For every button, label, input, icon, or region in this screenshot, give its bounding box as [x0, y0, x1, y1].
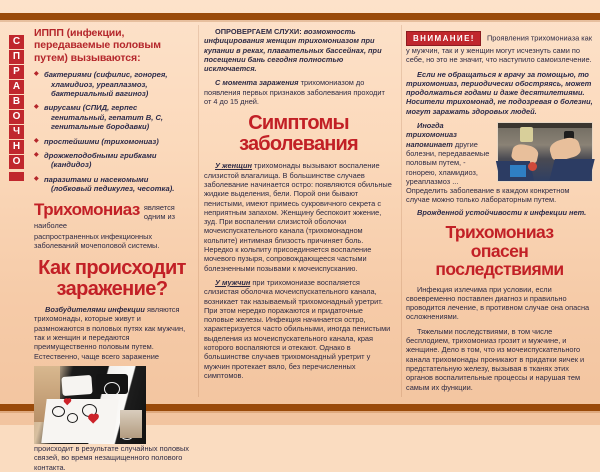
women-symptoms-paragraph — [204, 161, 393, 273]
bullet-main-text: простейшими (трихомониаз) — [44, 136, 159, 146]
resemble-label: Иногда трихомониаз напоминает — [406, 121, 457, 149]
incubation-paragraph — [204, 78, 393, 106]
symptoms-section-title: Симптомы заболевания — [239, 112, 358, 156]
middle-column — [198, 23, 401, 403]
incubation-text: трихомониазом до появления первых признаков заболевания проходит от 4 до 15 дней. — [204, 78, 385, 107]
women-symptoms-text: трихомонады вызывают воспаление слизистой влагалища. В большинстве случаев заболевание начинается остро: появляются обильные жидкие выделения, бели. Порой они бывают пенистыми, имеют примесь сукровичного секрета с неприятным запахом. Женщину беспокоит жжение, зуд. При воспалении слизистой оболочки мочеиспускательного канала (трихомонадном кольпите) интимная близость причиняет боль. Нередко к кольпиту присоединяется воспаление мочевого пузыря, сопровождающееся частыми болезненными позывами к мочеиспусканию. — [204, 161, 392, 273]
trichomoniasis-lead-word: Трихомониаз — [34, 199, 140, 219]
incubation-label: С момента заражения — [215, 78, 299, 88]
trichomoniasis-lead — [34, 201, 190, 231]
list-item — [34, 175, 190, 194]
men-symptoms-label: У мужчин — [215, 277, 251, 287]
side-tab-letter: А — [9, 80, 24, 94]
bullet-sub-text: (кандидоз) — [51, 160, 92, 170]
men-symptoms-paragraph — [204, 278, 393, 380]
attention-text: Проявления трихомониаза как у мужчин, так и у женщин могут исчезнуть сами по себе, но это не значит, что наступило самоизлечение. — [406, 33, 592, 65]
top-divider-rule — [0, 13, 600, 20]
consequences-paragraph-2: Тяжелыми последствиями, в том числе бесплодием, трихомониаз грозит и мужчине, и женщине. Дело в том, что из мочеиспускательного канала трихомонады проникают в придатки яичек и предстательную железу, вызывая в тканях этих органов воспалительные процессы и нарушая тем самым их функции. — [406, 326, 585, 392]
women-symptoms-label: У женщин — [215, 161, 252, 171]
bed-photo — [34, 366, 146, 444]
side-tab-letter: О — [9, 155, 24, 169]
bullet-main-text: дрожжеподобными грибками — [44, 151, 157, 161]
columns-container — [0, 23, 600, 472]
bullet-sub-text: генитальный, гепатит B, C, генитальные бородавки) — [51, 112, 164, 132]
lab-coat-sleeve-right — [549, 159, 594, 181]
infection-photo-block — [34, 364, 190, 472]
ippp-bullet-list — [34, 70, 190, 193]
attention-badge: ВНИМАНИЕ! — [406, 31, 481, 46]
trichomoniasis-lead-body: распространенных инфекционных заболеваний мочеполовой системы. — [34, 231, 160, 250]
bullet-sub-text: (лобковый педикулез, чесотка). — [51, 184, 175, 194]
lab-shelf-shape — [498, 123, 592, 128]
trichomoniasis-lead-tail: является одним из наиболее — [34, 202, 175, 231]
list-item — [34, 151, 190, 170]
infection-paragraph-wrap: происходит в результате случайных половых связей, во время незащищенного полового контакта. — [34, 443, 189, 472]
side-tab-letter: Р — [9, 65, 24, 79]
bullet-main-text: вирусами (СПИД, герпес — [44, 103, 138, 113]
men-symptoms-text: при трихомониазе воспаляется слизистая оболочка мочеиспускательного канала, возникает так называемый трихомонадный уретрит. При этом нередко поражаются и придаточные половые железы. Инфекция начинается остро, характеризуется часто обильными, иногда пенистыми выделения из мочеиспускательного канала, края которого воспаляются и отекают. Однако в большинстве случаев трихомонадный уретрит у мужчин протекает вяло, без перечисленных симптомов. — [204, 277, 391, 380]
list-item — [34, 103, 190, 131]
resemble-text: другие болезни, передаваемые половым путем, - гонорею, хламидиоз, уреаплазмоз ... Определить заболевание в каждом конкретном случае можно только лабораторным путем. — [406, 139, 570, 205]
pattern-ring-icon — [67, 413, 78, 423]
bullet-main-text: паразитами и насекомыми — [44, 174, 149, 184]
infection-paragraph-text: являются трихомонады, которые живут и размножаются в половых путях как мужчин, так и женщин и передаются преимущественно половым путем. Естественно, чаще всего заражение — [34, 305, 186, 361]
side-tab-letter: П — [9, 50, 24, 64]
pattern-ring-icon — [104, 382, 120, 396]
consequences-title-line2: опасен последствиями — [435, 240, 564, 280]
consequences-section-title — [406, 223, 593, 279]
duvet-shape — [41, 399, 118, 443]
lab-jar-shape — [520, 127, 533, 142]
bullet-main-text: бактериями (сифилис, гонорея, — [44, 70, 168, 80]
infection-section-title — [34, 258, 190, 300]
infection-paragraph — [34, 305, 190, 361]
infection-paragraph-emphasis: Возбудителями инфекции — [45, 305, 145, 315]
lab-blue-tray — [510, 165, 526, 177]
pillow-white — [61, 375, 92, 396]
nightstand-lamp — [120, 410, 142, 438]
warning-paragraph: Если не обращаться к врачу за помощью, то трихомониаз, периодически обостряясь, может продолжаться годами и даже десятилетиями. Носители трихомонад, не подозревая о болезни, могут заражать здоровых людей. — [406, 69, 593, 116]
pattern-ring-icon — [52, 406, 65, 417]
lab-red-sample — [528, 162, 537, 171]
attention-paragraph — [406, 31, 593, 65]
side-tab-letter: В — [9, 95, 24, 109]
consequences-paragraph-1: Инфекция излечима при условии, если своевременно поставлен диагноз и правильно проводится лечение, в противном случае она опасна осложнениями. — [406, 284, 590, 322]
list-item — [34, 137, 190, 146]
top-divider-shadow — [0, 20, 600, 22]
consequences-title-line1: Трихомониаз — [445, 222, 554, 243]
list-item — [34, 70, 190, 98]
ippp-heading: ИППП (инфекции, передаваемые половым путем) вызываются: — [34, 27, 161, 64]
rumor-text: возможность инфицирования женщин трихомониазом при купании в реках, плавательных бассейнах, при посещении бань сегодня полностью исключается. — [204, 27, 382, 74]
side-tab-letter: Н — [9, 140, 24, 154]
side-tab-letter: О — [9, 110, 24, 124]
side-tab-letter: С — [9, 35, 24, 49]
infection-title-line2: заражение? — [56, 278, 168, 301]
infection-title-line1: Как происходит — [38, 257, 186, 280]
right-column — [401, 23, 600, 403]
immunity-paragraph: Врожденной устойчивости к инфекции нет. — [417, 207, 587, 217]
bullet-sub-text: хламидиоз, уреаплазмоз, бактериальный вагиноз) — [51, 79, 149, 99]
laboratory-photo — [497, 122, 593, 182]
side-tab-letter: Ч — [9, 125, 24, 139]
rumor-paragraph — [204, 27, 393, 73]
resemble-block — [406, 121, 593, 205]
rumor-label: ОПРОВЕРГАЕМ СЛУХИ: — [215, 27, 302, 36]
left-column — [0, 23, 198, 472]
